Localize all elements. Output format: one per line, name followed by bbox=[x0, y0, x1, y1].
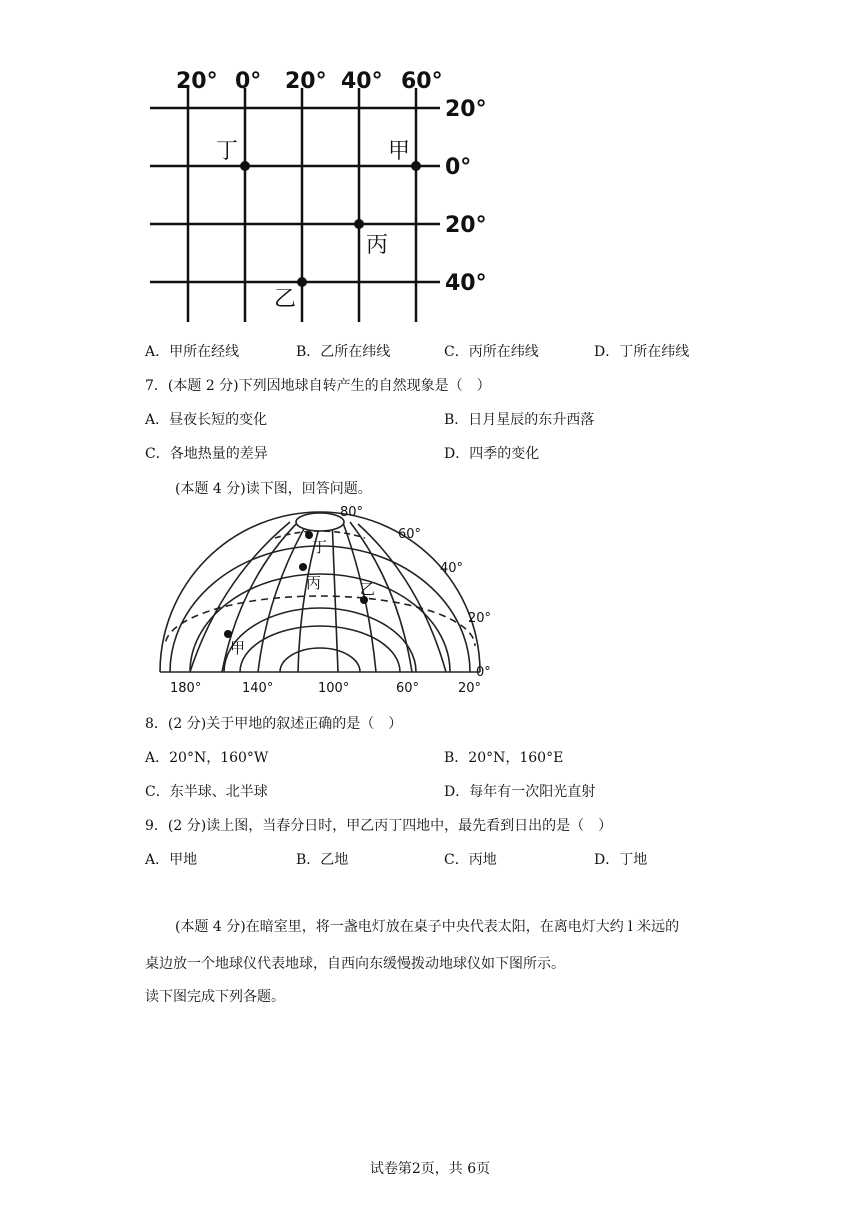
lon-label: 100° bbox=[318, 681, 350, 696]
lat-label: 80° bbox=[340, 505, 364, 520]
group2-line2: 桌边放一个地球仪代表地球，自西向东缓慢拨动地球仪如下图所示。 bbox=[145, 956, 565, 972]
q7-option-c[interactable]: C．各地热量的差异 bbox=[145, 446, 268, 462]
q6-option-d[interactable]: D．丁所在纬线 bbox=[594, 344, 690, 360]
q9-stem: 9．(2 分)读上图，当春分日时，甲乙丙丁四地中，最先看到日出的是（ ） bbox=[145, 818, 613, 834]
point-ding-label: 丁 bbox=[216, 139, 239, 164]
grid-top-label: 20° bbox=[176, 69, 218, 94]
lon-label: 60° bbox=[396, 681, 420, 696]
q9-option-b[interactable]: B．乙地 bbox=[296, 852, 349, 868]
q8-option-c[interactable]: C．东半球、北半球 bbox=[145, 784, 268, 800]
lon-label: 140° bbox=[242, 681, 274, 696]
lat-label: 40° bbox=[440, 561, 464, 576]
point-bing-label: 丙 bbox=[366, 233, 389, 258]
point-ding-marker bbox=[240, 161, 250, 171]
q6-option-c[interactable]: C．丙所在纬线 bbox=[444, 344, 539, 360]
q7-stem: 7．(本题 2 分)下列因地球自转产生的自然现象是（ ） bbox=[145, 378, 491, 394]
group2-line3: 读下图完成下列各题。 bbox=[145, 989, 285, 1005]
q8-option-a[interactable]: A．20°N，160°W bbox=[145, 750, 269, 766]
polar-point-yi-label: 乙 bbox=[360, 580, 376, 598]
lon-label: 20° bbox=[458, 681, 482, 696]
q7-option-d[interactable]: D．四季的变化 bbox=[444, 446, 540, 462]
q9-option-d[interactable]: D．丁地 bbox=[594, 852, 648, 868]
q8-option-b[interactable]: B．20°N，160°E bbox=[444, 750, 564, 766]
point-jia-label: 甲 bbox=[388, 139, 411, 164]
q6-option-b[interactable]: B．乙所在纬线 bbox=[296, 344, 391, 360]
q8-option-d[interactable]: D．每年有一次阳光直射 bbox=[444, 784, 596, 800]
grid-right-label: 40° bbox=[445, 271, 487, 296]
q6-option-a[interactable]: A．甲所在经线 bbox=[145, 344, 240, 360]
q7-option-b[interactable]: B．日月星辰的东升西落 bbox=[444, 412, 595, 428]
grid-right-label: 0° bbox=[445, 155, 472, 180]
grid-right-label: 20° bbox=[445, 213, 487, 238]
grid-top-label: 20° bbox=[285, 69, 327, 94]
polar-point-jia-label: 甲 bbox=[230, 639, 246, 657]
group2-line1: (本题 4 分)在暗室里，将一盏电灯放在桌子中央代表太阳，在离电灯大约 l 米远的 bbox=[175, 919, 680, 935]
polar-point-jia-marker bbox=[224, 630, 232, 638]
group1-intro: (本题 4 分)读下图，回答问题。 bbox=[175, 481, 372, 497]
q8-stem: 8．(2 分)关于甲地的叙述正确的是（ ） bbox=[145, 716, 403, 732]
grid-top-label: 0° bbox=[235, 69, 262, 94]
lat-long-grid-figure bbox=[140, 60, 500, 330]
q7-option-a[interactable]: A．昼夜长短的变化 bbox=[145, 412, 268, 428]
point-bing-marker bbox=[354, 219, 364, 229]
grid-right-label: 20° bbox=[445, 97, 487, 122]
lat-label: 0° bbox=[476, 665, 491, 680]
lat-label: 20° bbox=[468, 611, 492, 626]
grid-top-label: 60° bbox=[401, 69, 443, 94]
grid-top-label: 40° bbox=[341, 69, 383, 94]
lon-label: 180° bbox=[170, 681, 202, 696]
point-yi-marker bbox=[297, 277, 307, 287]
polar-point-bing-marker bbox=[299, 563, 307, 571]
q9-option-a[interactable]: A．甲地 bbox=[145, 852, 198, 868]
lat-label: 60° bbox=[398, 527, 422, 542]
point-jia-marker bbox=[411, 161, 421, 171]
page-footer: 试卷第2页，共 6页 bbox=[369, 1161, 491, 1177]
polar-point-bing-label: 丙 bbox=[306, 574, 322, 592]
point-yi-label: 乙 bbox=[274, 287, 297, 312]
q9-option-c[interactable]: C．丙地 bbox=[444, 852, 497, 868]
polar-projection-figure bbox=[150, 500, 500, 700]
polar-point-ding-label: 丁 bbox=[312, 538, 328, 556]
